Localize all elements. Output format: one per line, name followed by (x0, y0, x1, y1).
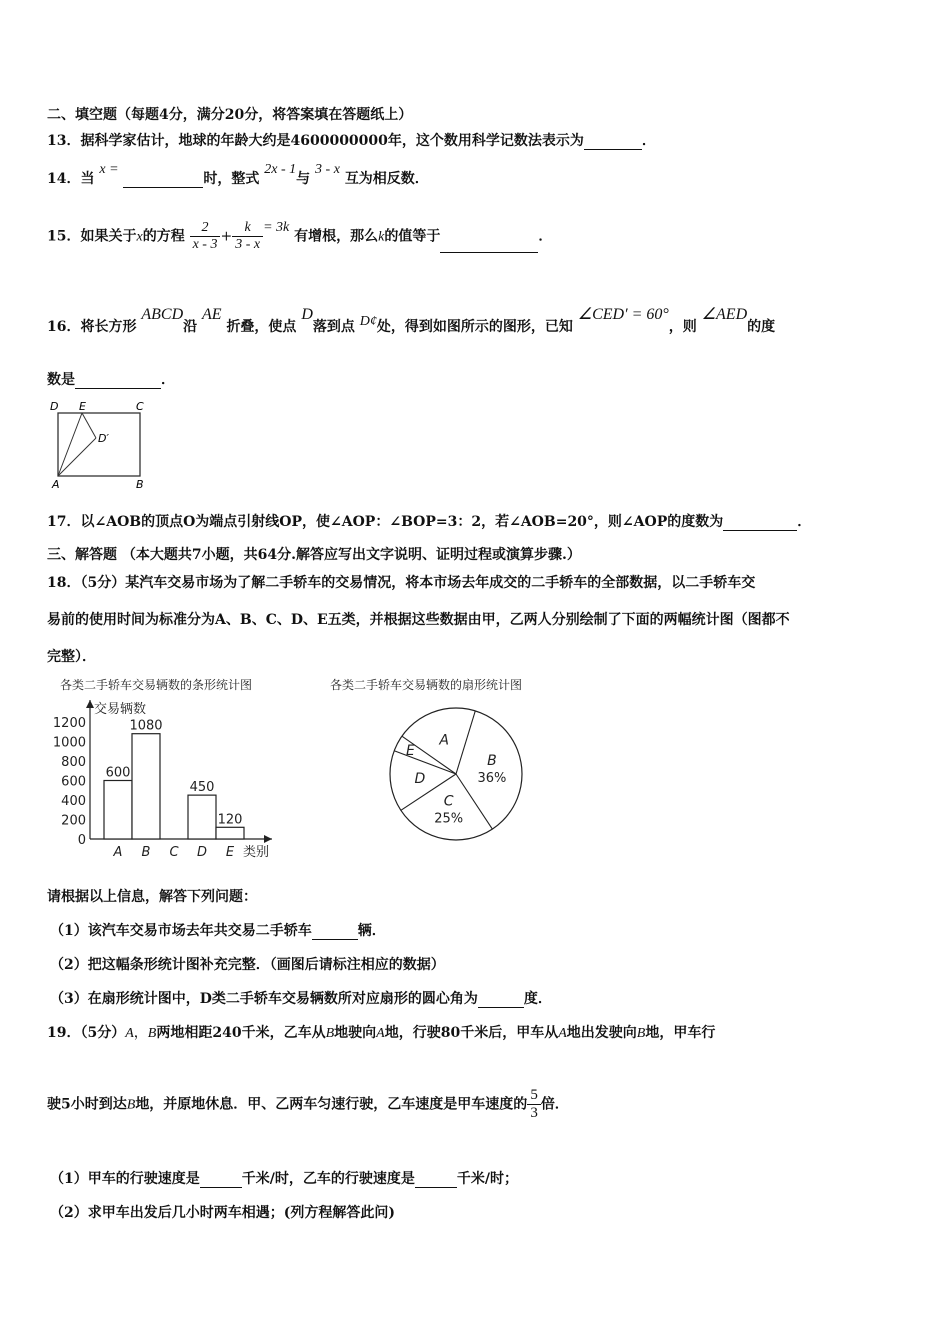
answer-blank[interactable] (123, 173, 203, 188)
segment-ad-prime (58, 438, 96, 476)
period: ． (641, 133, 656, 149)
text: 地驶向 (334, 1025, 377, 1041)
label-e: E (79, 400, 86, 413)
question-16-line-2 (47, 369, 175, 389)
text: 折叠，使点 (226, 319, 297, 335)
slice-label-A: A (439, 732, 449, 749)
period: ． (538, 228, 553, 245)
folded-rectangle-figure (44, 398, 159, 490)
question-19-line-2 (47, 1087, 569, 1122)
y-axis-arrow (86, 700, 94, 708)
bar-B (132, 734, 160, 839)
question-number: 14． (47, 171, 81, 187)
y-tick-label: 200 (61, 813, 86, 829)
text: 辆． (357, 923, 386, 939)
variable-k: k (378, 229, 385, 245)
text: 处，得到如图所示的图形，已知 (376, 319, 573, 335)
text: 倍． (540, 1096, 569, 1113)
y-tick-label: 400 (61, 794, 86, 809)
text: 沿 (183, 319, 198, 335)
question-13 (47, 130, 656, 150)
y-tick-label: 1000 (52, 735, 86, 751)
text: 千米/时； (456, 1171, 518, 1187)
x-tick-label: C (169, 845, 179, 860)
point-b: B (636, 1026, 646, 1041)
bar-A (104, 781, 132, 840)
point-b: B (325, 1026, 335, 1041)
text: （1）甲车的行驶速度是 (50, 1171, 200, 1187)
text: 有增根，那么 (294, 228, 379, 245)
question-17 (47, 511, 811, 531)
bar-chart-title: 各类二手轿车交易辆数的条形统计图 (60, 678, 253, 692)
y-tick-label: 600 (61, 774, 86, 790)
label-a: A (52, 478, 60, 490)
question-18-line-3: 完整）． (47, 649, 96, 665)
text: 千米/时，乙车的行驶速度是 (241, 1171, 415, 1187)
point-b: B (126, 1097, 136, 1113)
question-16 (47, 306, 776, 336)
pie-chart (320, 672, 580, 852)
q19-part-2: （2）求甲车出发后几小时两车相遇；(列方程解答此问) (50, 1205, 395, 1221)
period: ． (797, 514, 812, 530)
answer-blank[interactable] (478, 993, 524, 1008)
text: 当 (80, 171, 95, 187)
pie-chart-title: 各类二手轿车交易辆数的扇形统计图 (330, 678, 523, 692)
question-number: 15． (47, 228, 81, 245)
q18-intro: 请根据以上信息，解答下列问题： (47, 889, 257, 905)
answer-blank[interactable] (723, 516, 797, 531)
bar-value-label: 600 (105, 765, 131, 781)
text: （3）在扇形统计图中，D类二手轿车交易辆数所对应扇形的圆心角为 (50, 991, 478, 1007)
fraction-5-3: $\frac{5}{3}$ (527, 1087, 541, 1122)
point-a: A (376, 1026, 385, 1041)
text: 如果关于 (80, 228, 137, 245)
text: 的方程 (142, 228, 185, 245)
text: 地出发驶向 (566, 1025, 637, 1041)
y-tick-label: 0 (77, 833, 86, 848)
section-2-header: 二、填空题（每题4分，满分20分，将答案填在答题纸上） (47, 107, 413, 123)
x-tick-label: E (225, 845, 235, 860)
bar-D (188, 795, 216, 839)
q18-part-2: （2）把这幅条形统计图补充完整．（画图后请标注相应的数据） (50, 957, 445, 973)
text: 数是 (47, 372, 75, 388)
answer-blank[interactable] (440, 238, 538, 253)
answer-blank[interactable] (75, 374, 161, 389)
text: 地，并原地休息．甲、乙两车匀速行驶，乙车速度是甲车速度的 (135, 1096, 528, 1113)
fold-line-ae (58, 413, 82, 476)
question-number: 16． (47, 319, 81, 335)
section-3-header: 三、解答题 （本大题共7小题，共64分.解答应写出文字说明、证明过程或演算步骤.） (47, 547, 581, 563)
y-tick-label: 800 (61, 755, 86, 770)
fraction-2: $\frac{k}{3 - x}$ (232, 220, 263, 253)
question-18-line-1: 18．（5分）某汽车交易市场为了解二手轿车的交易情况，将本市场去年成交的二手轿车的全部数据，以二手轿车交 (47, 575, 756, 591)
x-axis-label: 类别 (243, 845, 270, 860)
text: 地，甲车行 (645, 1025, 716, 1041)
answer-blank[interactable] (312, 925, 358, 940)
plus-sign: + (220, 228, 233, 245)
question-text: 17．以∠AOB的顶点O为端点引射线OP，使∠AOP：∠BOP=3：2，若∠AOB=20°，则∠AOP的度数为 (47, 514, 724, 530)
text: 度． (523, 991, 552, 1007)
slice-label-D: D (414, 771, 426, 788)
variable-x: x = (99, 162, 119, 177)
point-d: D (301, 306, 313, 323)
point-a: A (558, 1026, 567, 1041)
variable-x: x (136, 229, 143, 245)
bar-chart (40, 672, 300, 867)
slice-percent-C: 25% (434, 811, 464, 827)
label-b: B (136, 478, 144, 490)
text: 驶5小时到达 (47, 1096, 127, 1113)
text: 与 (296, 171, 311, 187)
x-tick-label: D (196, 845, 208, 860)
q18-part-3 (50, 988, 552, 1008)
angle-ced-prime: ∠CED′ = 60° (577, 306, 669, 323)
text: （1）该汽车交易市场去年共交易二手轿车 (50, 923, 312, 939)
bar-E (216, 827, 244, 839)
question-15 (47, 220, 552, 253)
slice-label-E: E (406, 742, 415, 759)
text: 19．（5分） (47, 1025, 126, 1041)
text: 时，整式 (203, 171, 260, 187)
point-a: A (125, 1026, 134, 1041)
text: 的值等于 (384, 228, 441, 245)
answer-blank[interactable] (584, 135, 642, 150)
rect-abcd: ABCD (141, 306, 184, 323)
x-axis-arrow (264, 835, 272, 843)
bar-value-label: 450 (189, 780, 215, 796)
expression-2: 3 - x (315, 162, 340, 177)
q18-part-1 (50, 920, 386, 940)
period: ． (161, 372, 175, 388)
x-tick-label: B (141, 845, 151, 860)
slice-label-B: B (487, 752, 497, 769)
text: 地，行驶80千米后，甲车从 (384, 1025, 559, 1041)
slice-percent-B: 36% (477, 770, 507, 786)
y-tick-label: 1200 (52, 716, 86, 731)
question-18-line-2: 易前的使用时间为标准分为A、B、C、D、E五类，并根据这些数据由甲，乙两人分别绘制了下面的两幅统计图（图都不 (47, 612, 790, 628)
fraction-1: $\frac{2}{x - 3}$ (190, 220, 221, 253)
y-axis-label: 交易辆数 (94, 702, 147, 717)
expression-1: 2x - 1 (264, 162, 297, 177)
label-d-prime: D′ (98, 432, 109, 445)
bar-value-label: 120 (217, 812, 243, 828)
text: 将长方形 (80, 319, 137, 335)
equation-rhs: = 3k (263, 219, 290, 235)
q19-part-1 (50, 1168, 518, 1188)
bar-value-label: 1080 (129, 718, 163, 734)
point-b: B (147, 1026, 157, 1041)
question-text: 据科学家估计，地球的年龄大约是4600000000年，这个数用科学记数法表示为 (80, 133, 584, 149)
text: ，则 (668, 319, 697, 335)
answer-blank[interactable] (200, 1173, 242, 1188)
answer-blank[interactable] (415, 1173, 457, 1188)
text: 互为相反数． (344, 171, 429, 187)
x-tick-label: A (113, 845, 123, 860)
segment-ae: AE (202, 306, 222, 323)
text: 两地相距240千米，乙车从 (156, 1025, 326, 1041)
label-c: C (136, 400, 144, 413)
label-d: D (50, 400, 59, 413)
point-d-prime: D¢ (359, 314, 377, 329)
question-19-line-1: 19．（5分）A，B两地相距240千米，乙车从B地驶向A地，行驶80千米后，甲车从A地出发驶向B地，甲车行 (47, 1025, 716, 1041)
slice-label-C: C (443, 793, 454, 810)
segment-ed-prime (82, 413, 96, 438)
question-number: 13． (47, 133, 81, 149)
angle-aed: ∠AED (701, 306, 748, 323)
text: 落到点 (312, 319, 355, 335)
question-14 (47, 162, 429, 188)
text: 的度 (747, 319, 776, 335)
